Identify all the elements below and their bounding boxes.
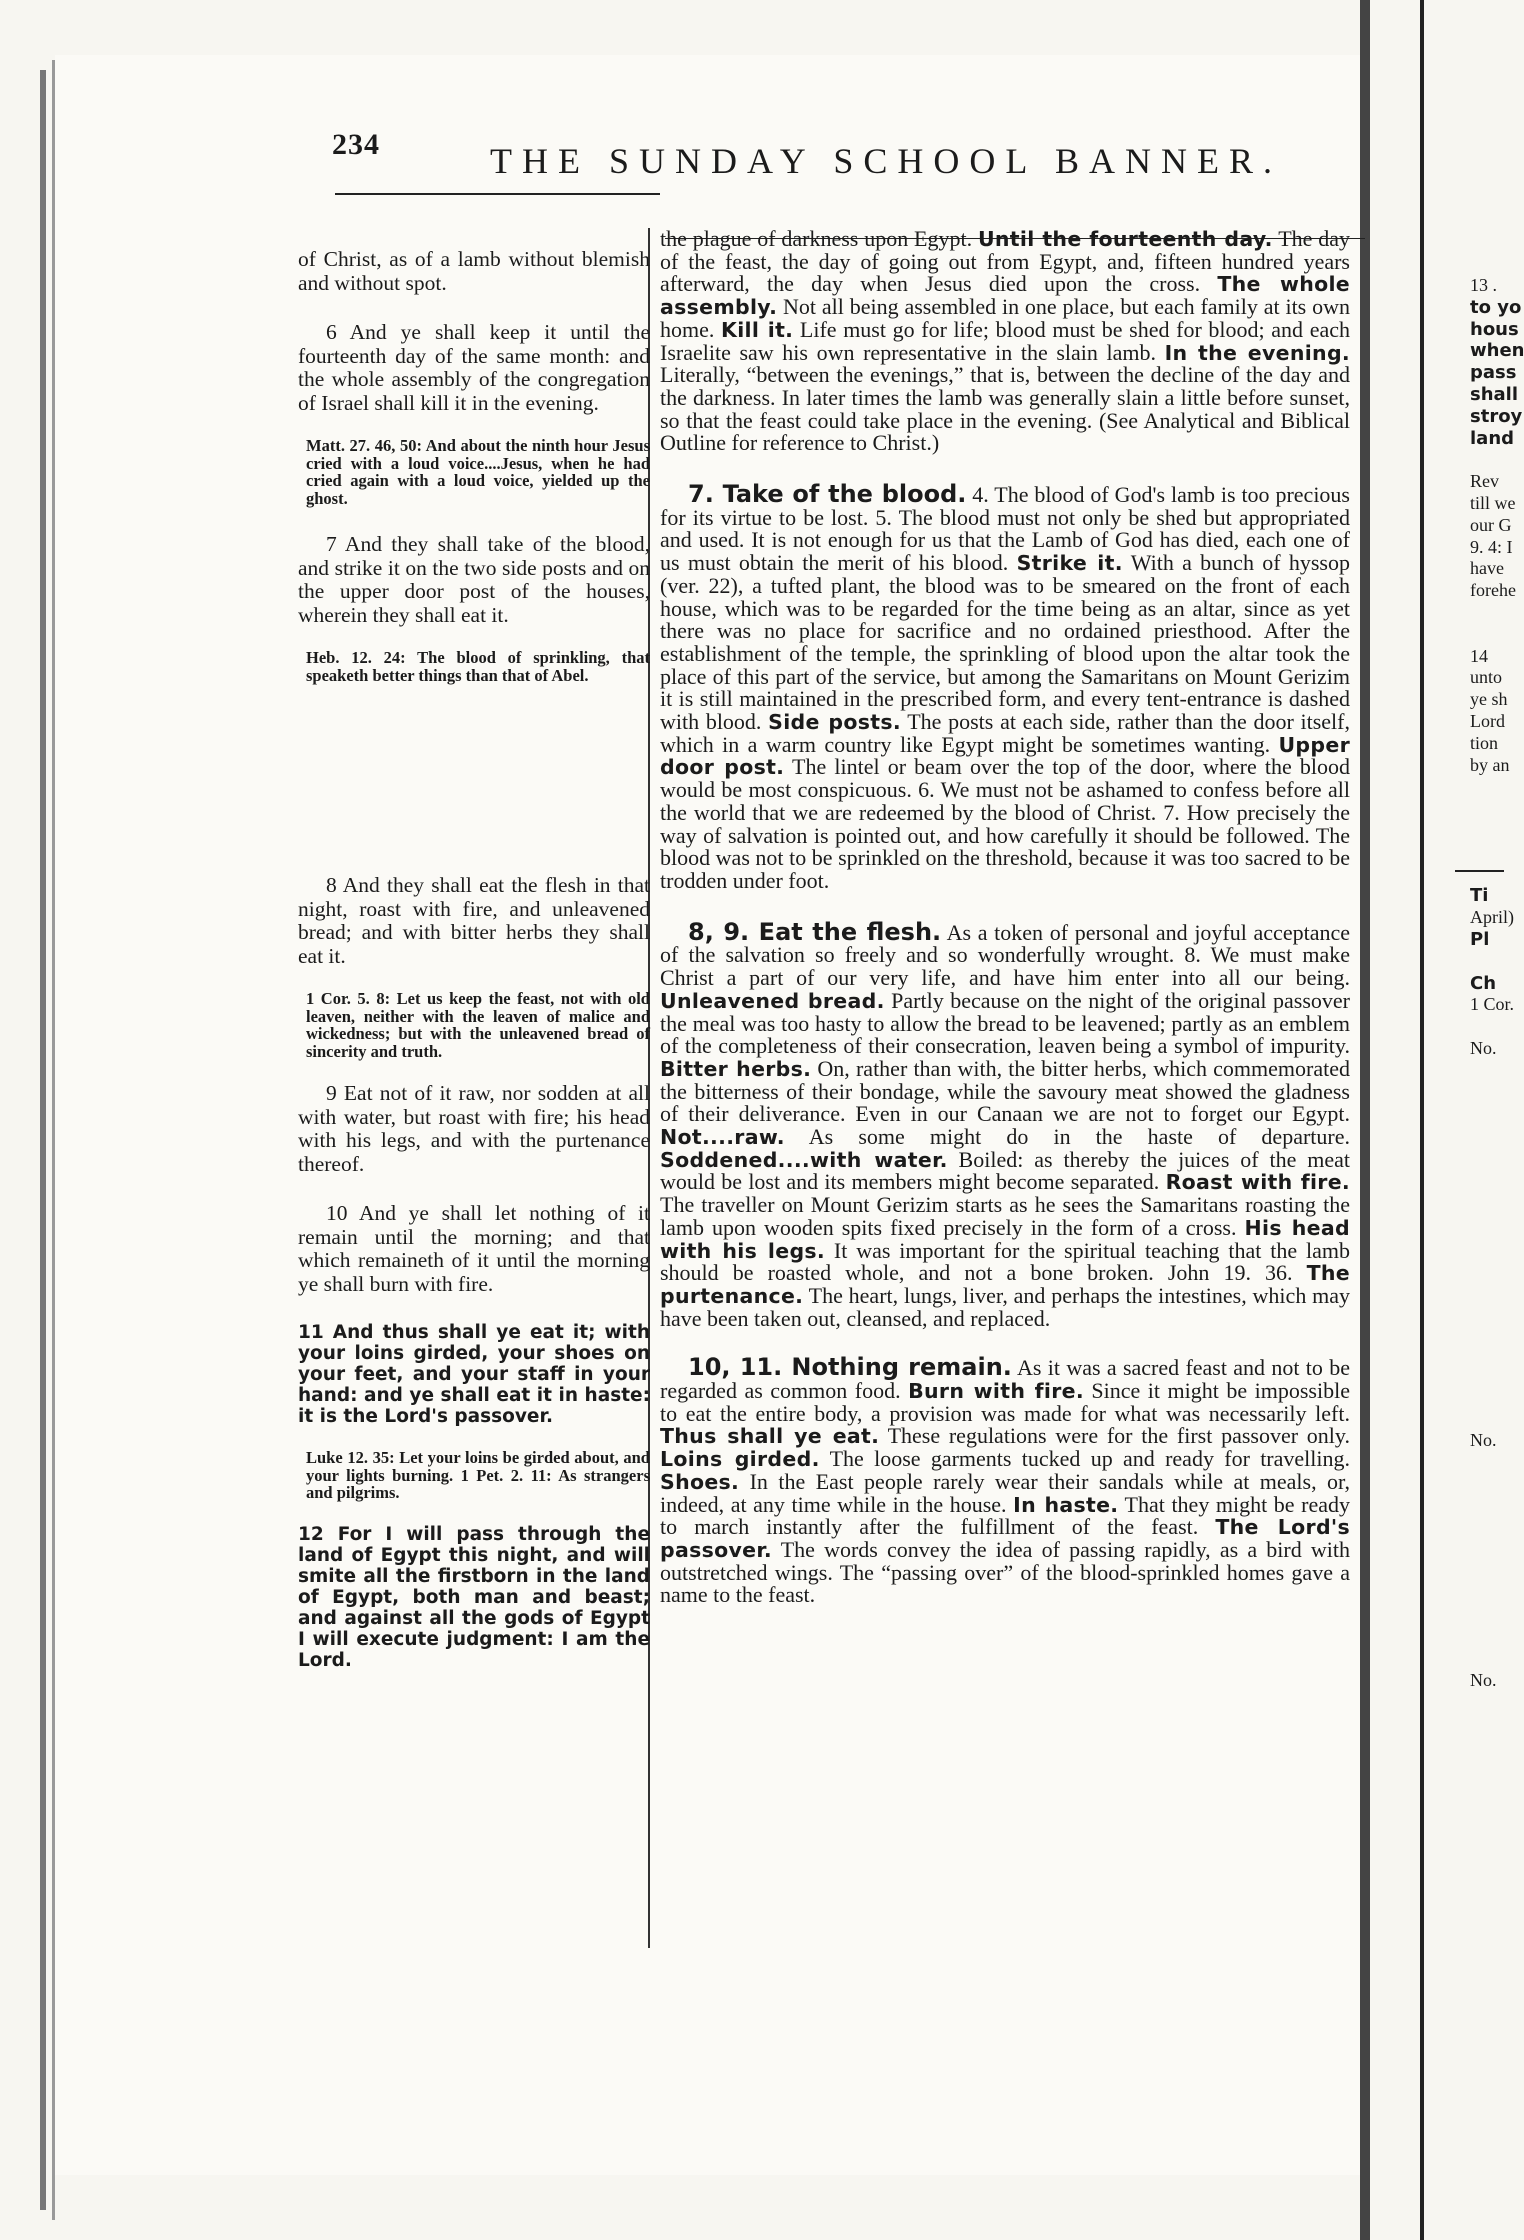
next-page-fragment: No. [1470,1670,1497,1691]
commentary-text: Literally, “between the evenings,” that is, between the decline of the day and the darkness. In later times the lamb was generally slain a little before sunset, so that the feast could take place in the evening. (See Analytical and Biblical Outline for reference to Christ.) [660,362,1350,456]
next-page-fragment: No. [1470,1430,1497,1451]
verse: 9 Eat not of it raw, nor sodden at all with water, but roast with fire; his head with his legs, and with the purtenance thereof. [298,1081,650,1176]
next-page-fragment: No. [1470,1038,1497,1058]
commentary-heading: 8, 9. Eat the flesh. [688,917,942,946]
next-page-fragment: Ch [1470,972,1497,994]
next-page-fragment: April) [1470,907,1514,928]
commentary-paragraph [660,228,1350,455]
keyword: Side posts. [768,710,901,735]
commentary-paragraph [660,917,1351,1331]
next-page-fragment: land [1470,427,1515,449]
keyword: Not....raw. [660,1125,785,1150]
commentary-paragraph [660,480,1350,893]
commentary-text: The words convey the idea of passing rapidly, as a bird with outstretched wings. The “passing over” of the blood-sprinkled homes gave a name to the feast. [660,1536,1350,1608]
commentary-text: With a bunch of hyssop (ver. 22), a tufted plant, the blood was to be smeared on the front of each house, which was to be regarded for the time being as an altar, since as yet there was no place for sacrifice and no ordained priesthood. After the establishment of the temple, the sprinkling of blood upon the altar took the place of this part of the service, but among the Samaritans on Mount Gerizim it is still maintained in the prescribed form, and every tent-entrance is dashed with blood. [660,550,1350,735]
page-gutter [1360,0,1370,2240]
next-page-fragment: 14 [1470,645,1488,666]
commentary-text: Life must go for life; blood must be shed for blood; and each Israelite saw his own representative in the slain lamb. [660,316,1350,365]
keyword: Soddened....with water. [660,1147,948,1172]
verse-bold: 12 For I will pass through the land of Egypt this night, and will smite all the firstborn in the land of Egypt, both man and beast; and against all the gods of Egypt I will execute judgment: I am the Lord. [298,1523,650,1671]
commentary-text: the plague of darkness upon Egypt. [660,226,978,251]
commentary-text: As some might do in the haste of departure. [784,1124,1350,1150]
next-page-fragment: by an [1470,754,1510,775]
next-page-fragment: to yo [1470,296,1522,318]
cross-reference: Heb. 12. 24: The blood of sprinkling, that speaketh better things than that of Abel. [306,648,650,685]
next-page-fragment: shall [1470,384,1519,405]
next-page-fragment: till we [1470,493,1516,513]
verse: 10 And ye shall let nothing of it remain until the morning; and that which remaineth of it until the morning ye shall burn with fire. [298,1201,650,1296]
verse: 6 And ye shall keep it until the fourteenth day of the same month: and the whole assembly of the congregation of Israel shall kill it in the evening. [298,320,650,415]
commentary-text: 4. The blood of God's lamb is too precious for its virtue to be lost. 5. The blood must not only be shed but appropriated and used. It is not enough for us that the Lamb of God has died, each one of us must obtain the merit of his blood. [660,482,1350,576]
commentary-text: In the East people rarely wear their sandals while at meals, or, indeed, at any time while in the house. [660,1468,1350,1517]
next-page-fragment: 9. 4: I [1470,536,1513,557]
commentary-text: As a token of personal and joyful acceptance of the salvation so freely and so wonderfully wrought. 8. We must make Christ a part of our very life, and have him enter into all our being. [660,919,1350,991]
commentary-paragraph [660,1353,1351,1608]
commentary-text: The loose garments tucked up and ready for travelling. [819,1446,1351,1472]
commentary-text: Since it might be impossible to eat the entire body, a provision was made for what was necessarily left. [660,1378,1350,1426]
next-page-fragment: our G [1470,514,1512,535]
next-page-fragment: Rev [1470,471,1499,492]
next-page-fragment: 1 Cor. [1470,994,1515,1015]
header-rule-left [335,193,660,195]
keyword: Shoes. [660,1469,740,1494]
commentary-text: The traveller on Mount Gerizim starts as he sees the Samaritans roasting the lamb upon wooden spits fixed precisely in the form of a cross. [660,1192,1350,1240]
next-page-fragment: hous [1470,318,1519,340]
verse: of Christ, as of a lamb without blemish and without spot. [298,247,650,295]
fragment-rule [1455,870,1504,872]
verse: 8 And they shall eat the flesh in that night, roast with fire, and unleavened bread; and with bitter herbs they shall eat it. [298,873,650,968]
page-edge-left [40,70,46,2210]
keyword: Kill it. [721,317,794,342]
verse: 7 And they shall take of the blood, and strike it on the two side posts and on the upper door post of the houses, wherein they shall eat it. [298,532,650,627]
commentary-text: The heart, lungs, liver, and perhaps the intestines, which may have been taken out, cleansed, and replaced. [660,1282,1350,1331]
next-page-fragment: when [1470,340,1524,362]
next-page-fragment: Lord [1470,711,1505,731]
commentary-text: The lintel or beam over the top of the door, where the blood would be most conspicuous. 6. We must not be ashamed to confess before all the world that we are redeemed by the blood of Christ. 7. How precisely the way of salvation is pointed out, and how carefully it should be followed. The blood was not to be sprinkled on the threshold, because it was too sacred to be trodden under foot. [660,754,1350,893]
next-page-fragment: Ti [1470,885,1489,907]
keyword: Bitter herbs. [660,1056,812,1081]
keyword: Unleavened bread. [660,988,885,1013]
next-page-fragment: unto [1470,667,1503,688]
next-page-fragment: pass [1470,362,1517,384]
next-page-fragment: 13 . [1470,275,1497,295]
keyword: In haste. [1013,1492,1119,1517]
keyword: Thus shall ye eat. [660,1424,880,1449]
cross-reference: 1 Cor. 5. 8: Let us keep the feast, not with old leaven, neither with the leaven of malice and wickedness; but with the unleavened bread of sincerity and truth. [306,989,650,1061]
commentary-text: On, rather than with, the bitter herbs, which commemorated the bitterness of their bondage, while the savoury meat showed the gladness of their deliverance. Even in our Canaan we are not to forget our Egypt. [660,1055,1350,1127]
page-gutter-shadow [1420,0,1424,2240]
keyword: Upper door post. [660,732,1350,780]
keyword: Strike it. [1016,551,1123,576]
cross-reference: Luke 12. 35: Let your loins be girded about, and your lights burning. 1 Pet. 2. 11: As strangers and pilgrims. [306,1448,650,1502]
next-page-fragment: tion [1470,732,1499,753]
keyword: Roast with fire. [1165,1170,1351,1195]
commentary-heading: 7. Take of the blood. [688,480,967,509]
commentary-text: Partly because on the night of the original passover the meal was too hasty to allow the bread to be leavened; partly as an emblem of the completeness of their consecration, leaven being a symbol of impurity. [660,987,1350,1059]
page-number: 234 [332,128,380,161]
commentary-text: The posts at each side, rather than the door itself, which in a warm country like Egypt might be sometimes wanting. [660,709,1350,757]
commentary-heading: 10, 11. Nothing remain. [688,1353,1012,1382]
keyword: Loins girded. [660,1447,820,1472]
next-page-fragment: ye sh [1470,689,1508,710]
keyword: Until the fourteenth day. [977,227,1273,251]
commentary-text: The day of the feast, the day of going out from Egypt, and, fifteen hundred years afterward, the day when Jesus died upon the cross. [660,226,1351,297]
page-title: THE SUNDAY SCHOOL BANNER. [490,141,1283,181]
keyword: Burn with fire. [908,1379,1084,1404]
next-page-fragment: stroy [1470,405,1523,427]
commentary-text: Not all being assembled in one place, but each family at its own home. [660,294,1350,342]
next-page-fragment: have [1470,558,1504,579]
keyword: His head with his legs. [660,1215,1350,1263]
scripture-column [298,228,650,1671]
commentary-text: As it was a sacred feast and not to be regarded as common food. [660,1355,1350,1404]
commentary-text: That they might be ready to march instantly after the fulfillment of the feast. [660,1491,1350,1540]
commentary-text: Boiled: as thereby the juices of the meat would be lost and its members might become separated. [660,1146,1351,1195]
keyword: The purtenance. [660,1261,1350,1308]
keyword: The Lord's passover. [660,1515,1350,1562]
next-page-fragment: forehe [1470,580,1516,601]
cross-reference: Matt. 27. 46, 50: And about the ninth hour Jesus cried with a loud voice....Jesus, when he had cried again with a loud voice, yielded up the ghost. [306,436,650,508]
keyword: The whole assembly. [660,272,1351,320]
commentary-column [660,228,1350,1607]
keyword: In the evening. [1164,340,1351,365]
next-page-fragment: Pl [1470,929,1490,950]
verse-bold: 11 And thus shall ye eat it; with your loins girded, your shoes on your feet, and your staff in your hand: and ye shall eat it in haste: it is the Lord's passover. [298,1322,650,1427]
commentary-text: It was important for the spiritual teaching that the lamb should be roasted whole, and not a bone broken. John 19. 36. [660,1237,1350,1286]
commentary-text: These regulations were for the first passover only. [879,1423,1350,1449]
